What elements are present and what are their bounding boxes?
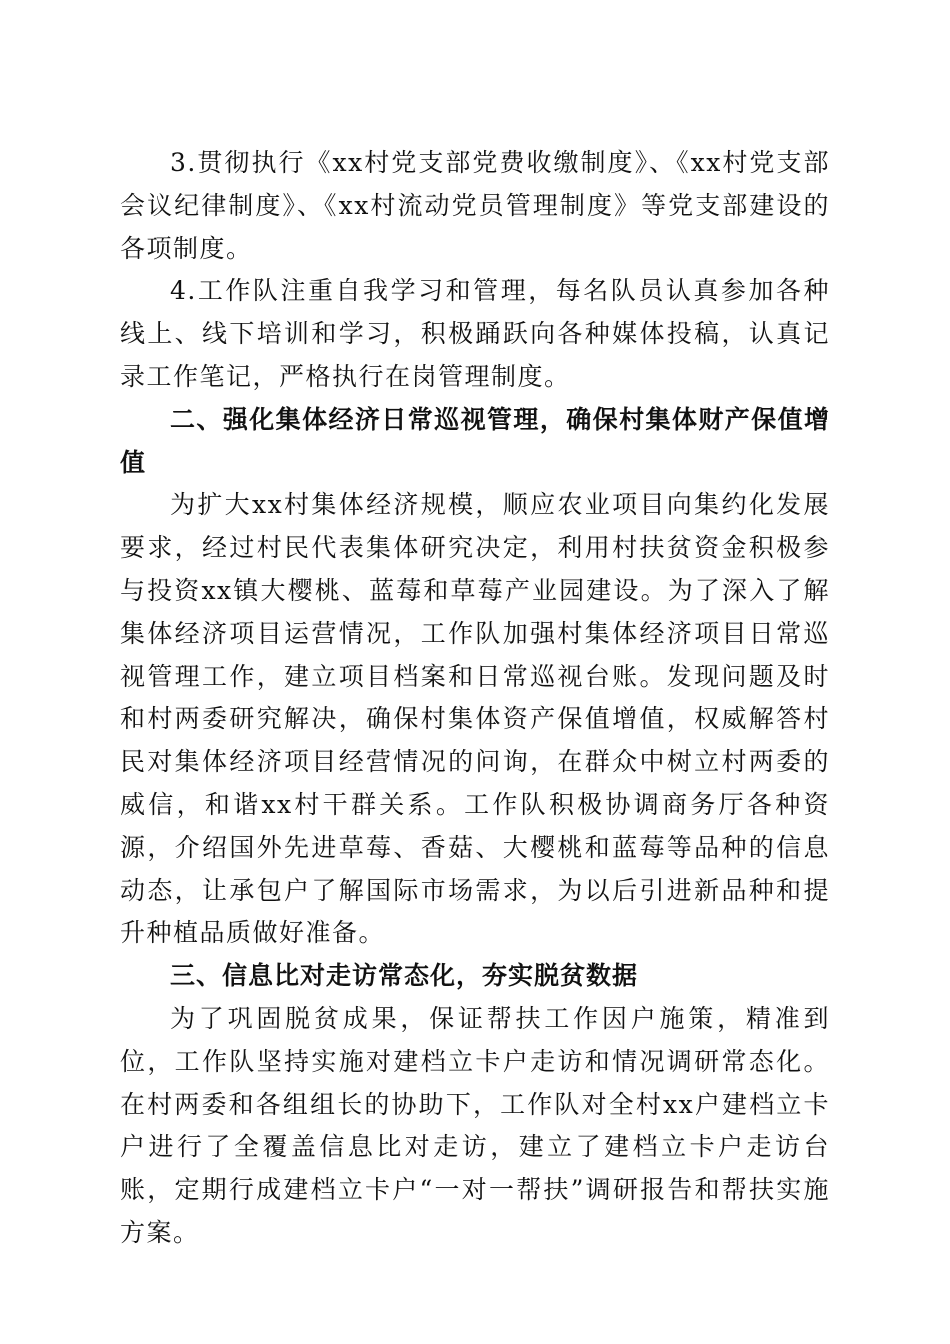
paragraph-3: 3.贯彻执行《xx村党支部党费收缴制度》、《xx村党支部会议纪律制度》、《xx村流动党员管理制度》等党支部建设的各项制度。: [120, 148, 830, 263]
paragraph-4: 4.工作队注重自我学习和管理，每名队员认真参加各种线上、线下培训和学习，积极踊跃向各种媒体投稿，认真记录工作笔记，严格执行在岗管理制度。: [120, 276, 830, 391]
paragraph-collective-economy: 为扩大xx村集体经济规模，顺应农业项目向集约化发展要求，经过村民代表集体研究决定，利用村扶贫资金积极参与投资xx镇大樱桃、蓝莓和草莓产业园建设。为了深入了解集体经济项目运营情况，工作队加强村集体经济项目日常巡视管理工作，建立项目档案和日常巡视台账。发现问题及时和村两委研究解决，确保村集体资产保值增值，权威解答村民对集体经济项目经营情况的问询，在群众中树立村两委的威信，和谐xx村干群关系。工作队积极协调商务厅各种资源，介绍国外先进草莓、香菇、大樱桃和蓝莓等品种的信息动态，让承包户了解国际市场需求，为以后引进新品种和提升种植品质做好准备。: [120, 490, 830, 948]
paragraph-information-visits: 为了巩固脱贫成果，保证帮扶工作因户施策，精准到位，工作队坚持实施对建档立卡户走访和情况调研常态化。在村两委和各组组长的协助下，工作队对全村xx户建档立卡户进行了全覆盖信息比对走访，建立了建档立卡户走访台账，定期行成建档立卡户“一对一帮扶”调研报告和帮扶实施方案。: [120, 1003, 830, 1247]
section-heading-3: 三、信息比对走访常态化，夯实脱贫数据: [170, 961, 639, 991]
section-heading-2: 二、强化集体经济日常巡视管理，确保村集体财产保值增值: [120, 404, 830, 477]
document-page: [120, 142, 830, 1255]
